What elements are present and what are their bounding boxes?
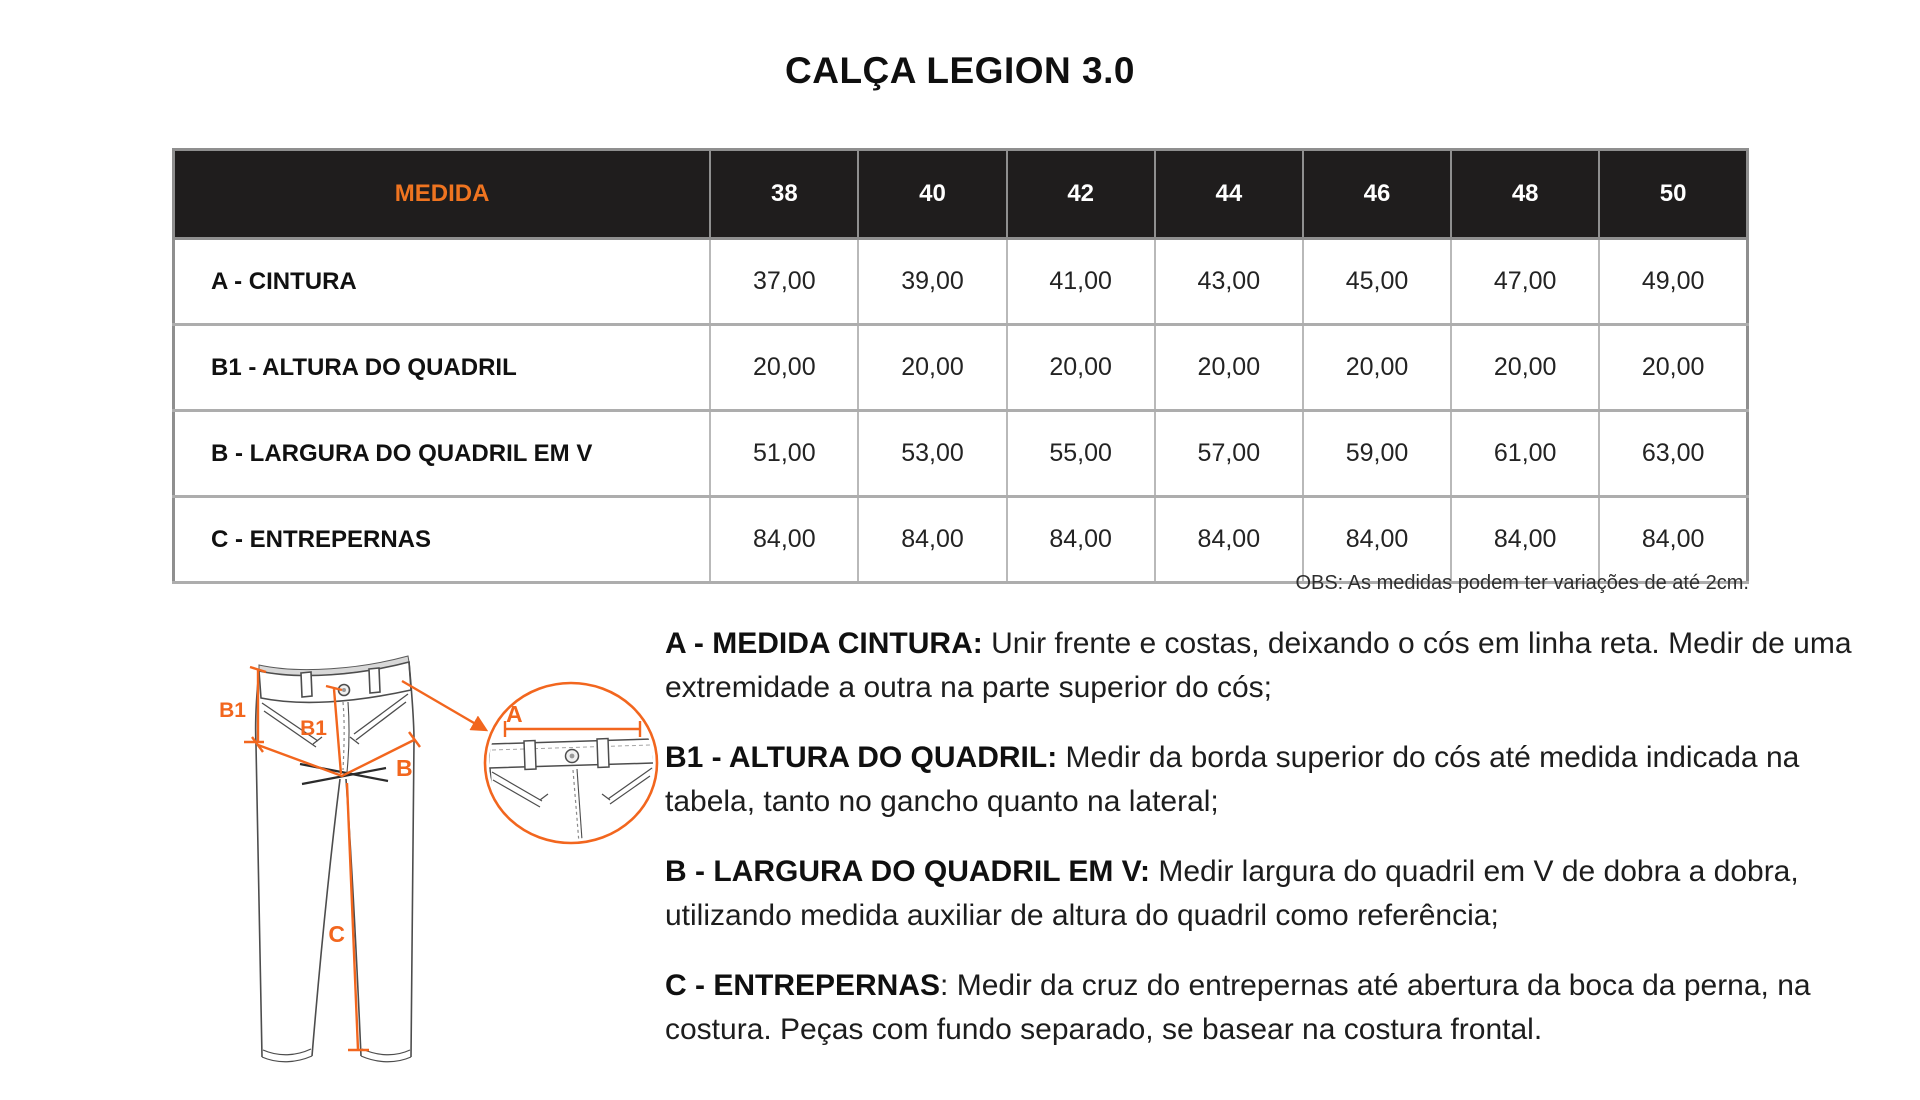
value-cell: 84,00	[1007, 497, 1155, 583]
value-cell: 39,00	[858, 239, 1006, 325]
value-cell: 59,00	[1303, 411, 1451, 497]
instructions	[665, 622, 1865, 1078]
instruction-paragraph: C - ENTREPERNAS: Medir da cruz do entrepernas até abertura da boca da perna, na costura. Peças com fundo separado, se basear na costura frontal.	[665, 969, 1811, 1046]
value-cell: 20,00	[1451, 325, 1599, 411]
value-cell: 47,00	[1451, 239, 1599, 325]
size-header: 42	[1007, 150, 1155, 239]
value-cell: 55,00	[1007, 411, 1155, 497]
value-cell: 57,00	[1155, 411, 1303, 497]
instruction-term: B1 - ALTURA DO QUADRIL:	[665, 741, 1058, 774]
value-cell: 84,00	[1599, 497, 1747, 583]
value-cell: 84,00	[1451, 497, 1599, 583]
pants-line-art	[256, 656, 414, 1062]
size-header: 48	[1451, 150, 1599, 239]
size-table	[172, 148, 1749, 584]
instruction-term: A - MEDIDA CINTURA:	[665, 627, 983, 660]
instruction-paragraph: B - LARGURA DO QUADRIL EM V: Medir largura do quadril em V de dobra a dobra, utilizando medida auxiliar de altura do quadril como referência;	[665, 855, 1799, 932]
value-cell: 61,00	[1451, 411, 1599, 497]
table-body	[174, 239, 1748, 583]
value-cell: 84,00	[858, 497, 1006, 583]
label-b: B	[396, 755, 413, 781]
label-b1-side: B1	[219, 699, 246, 722]
value-cell: 20,00	[1155, 325, 1303, 411]
instruction-paragraph: B1 - ALTURA DO QUADRIL: Medir da borda superior do cós até medida indicada na tabela, tanto no gancho quanto na lateral;	[665, 741, 1800, 818]
obs-note: OBS: As medidas podem ter variações de até 2cm.	[1295, 572, 1749, 594]
size-header: 50	[1599, 150, 1747, 239]
measure-header: MEDIDA	[174, 150, 711, 239]
table-row	[174, 239, 1748, 325]
row-label: B1 - ALTURA DO QUADRIL	[174, 325, 711, 411]
instruction-term: C - ENTREPERNAS	[665, 969, 941, 1002]
row-label: C - ENTREPERNAS	[174, 497, 711, 583]
value-cell: 45,00	[1303, 239, 1451, 325]
label-c: C	[328, 921, 345, 947]
size-header: 38	[710, 150, 858, 239]
value-cell: 53,00	[858, 411, 1006, 497]
size-header: 40	[858, 150, 1006, 239]
instruction-paragraph: A - MEDIDA CINTURA: Unir frente e costas, deixando o cós em linha reta. Medir de uma extremidade a outra na parte superior do cós;	[665, 627, 1852, 704]
page-title: CALÇA LEGION 3.0	[785, 50, 1135, 91]
value-cell: 37,00	[710, 239, 858, 325]
value-cell: 43,00	[1155, 239, 1303, 325]
value-cell: 20,00	[858, 325, 1006, 411]
value-cell: 20,00	[1599, 325, 1747, 411]
value-cell: 41,00	[1007, 239, 1155, 325]
row-label: A - CINTURA	[174, 239, 711, 325]
value-cell: 20,00	[1303, 325, 1451, 411]
value-cell: 84,00	[710, 497, 858, 583]
label-a: A	[506, 701, 523, 727]
table-row	[174, 497, 1748, 583]
value-cell: 84,00	[1155, 497, 1303, 583]
instruction-term: B - LARGURA DO QUADRIL EM V:	[665, 855, 1150, 888]
value-cell: 51,00	[710, 411, 858, 497]
size-header: 44	[1155, 150, 1303, 239]
value-cell: 63,00	[1599, 411, 1747, 497]
table-row	[174, 411, 1748, 497]
row-label: B - LARGURA DO QUADRIL EM V	[174, 411, 711, 497]
table-row	[174, 325, 1748, 411]
table-header-row	[174, 150, 1748, 239]
size-header: 46	[1303, 150, 1451, 239]
label-b1-center: B1	[300, 717, 327, 740]
value-cell: 20,00	[710, 325, 858, 411]
value-cell: 20,00	[1007, 325, 1155, 411]
value-cell: 84,00	[1303, 497, 1451, 583]
value-cell: 49,00	[1599, 239, 1747, 325]
pants-measurement-diagram	[195, 645, 680, 1085]
